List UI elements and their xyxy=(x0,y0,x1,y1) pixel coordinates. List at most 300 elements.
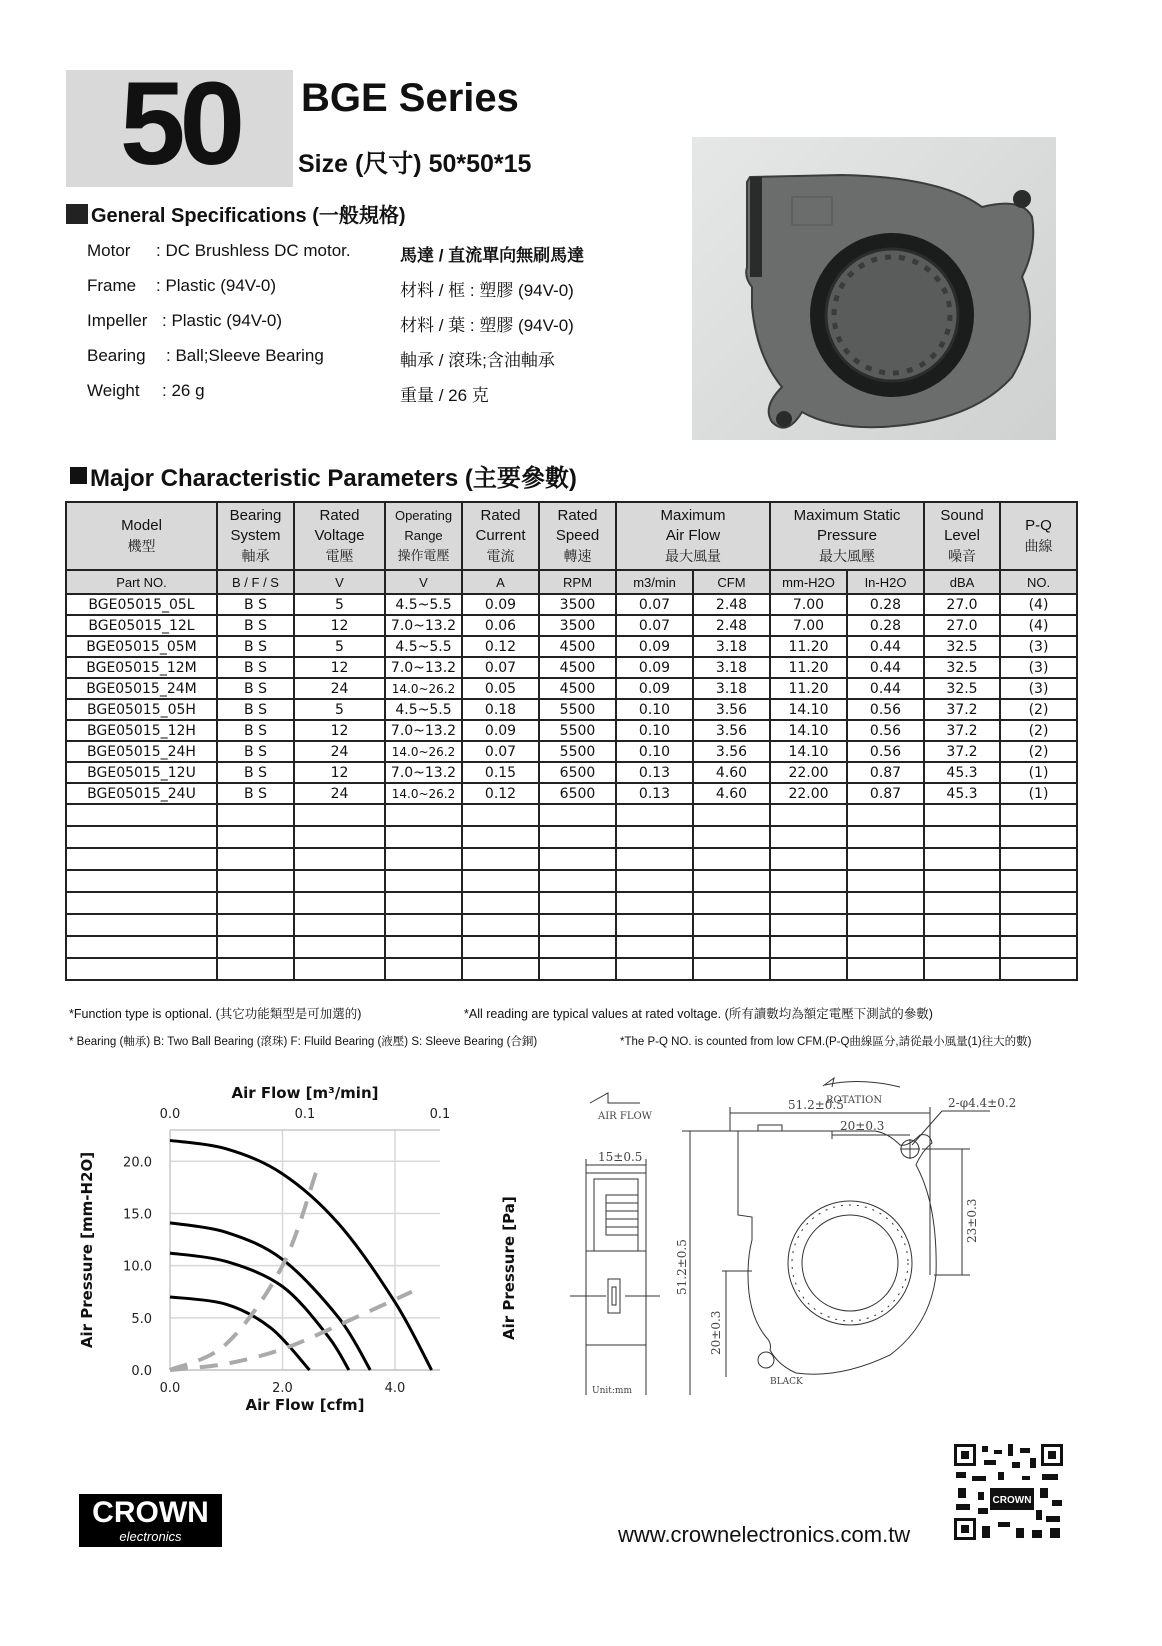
table-cell: 27.0 xyxy=(924,594,1000,615)
note-function: *Function type is optional. (其它功能類型是可加選的) xyxy=(69,1007,362,1021)
svg-text:2.0: 2.0 xyxy=(272,1381,293,1396)
unit-cell: RPM xyxy=(539,570,616,594)
table-cell: BGE05015_05H xyxy=(66,699,217,720)
table-cell: 4.60 xyxy=(693,762,770,783)
empty-cell xyxy=(462,892,539,914)
empty-cell xyxy=(693,914,770,936)
website-url[interactable]: www.crownelectronics.com.tw xyxy=(618,1522,911,1547)
table-cell: 3.56 xyxy=(693,720,770,741)
table-cell: 7.00 xyxy=(770,594,847,615)
empty-cell xyxy=(924,892,1000,914)
empty-cell xyxy=(294,870,385,892)
table-cell: 0.05 xyxy=(462,678,539,699)
table-cell: (3) xyxy=(1000,636,1077,657)
empty-cell xyxy=(539,848,616,870)
svg-text:20±0.3: 20±0.3 xyxy=(840,1119,885,1133)
empty-cell xyxy=(924,826,1000,848)
table-cell: 27.0 xyxy=(924,615,1000,636)
empty-cell xyxy=(1000,826,1077,848)
table-row xyxy=(66,741,1077,762)
empty-cell xyxy=(66,826,217,848)
table-cell: BGE05015_12U xyxy=(66,762,217,783)
table-cell: BGE05015_24M xyxy=(66,678,217,699)
table-cell: 0.09 xyxy=(616,636,693,657)
empty-cell xyxy=(539,958,616,980)
table-cell: 45.3 xyxy=(924,783,1000,804)
empty-cell xyxy=(924,936,1000,958)
svg-text:20.0: 20.0 xyxy=(123,1155,152,1171)
table-cell: 0.56 xyxy=(847,699,924,720)
table-cell: 7.00 xyxy=(770,615,847,636)
table-cell: 24 xyxy=(294,741,385,762)
table-cell: 14.0~26.2 xyxy=(385,783,462,804)
empty-cell xyxy=(462,870,539,892)
table-cell: 0.28 xyxy=(847,615,924,636)
table-cell: 0.56 xyxy=(847,741,924,762)
empty-cell xyxy=(924,870,1000,892)
table-cell: 3.56 xyxy=(693,699,770,720)
table-cell: 14.10 xyxy=(770,741,847,762)
note-bearing: * Bearing (軸承) B: Two Ball Bearing (滾珠) F: Fluild Bearing (液壓) S: Sleeve Bearing (合銅) xyxy=(69,1036,538,1048)
table-row xyxy=(66,678,1077,699)
empty-cell xyxy=(294,848,385,870)
empty-cell xyxy=(217,936,294,958)
empty-cell xyxy=(539,892,616,914)
table-cell: B S xyxy=(217,678,294,699)
empty-cell xyxy=(616,936,693,958)
empty-cell xyxy=(217,958,294,980)
empty-cell xyxy=(217,848,294,870)
table-cell: 0.07 xyxy=(616,594,693,615)
table-cell: (4) xyxy=(1000,594,1077,615)
empty-cell xyxy=(539,804,616,826)
table-cell: B S xyxy=(217,657,294,678)
table-cell: 5 xyxy=(294,636,385,657)
airflow-label: AIR FLOW xyxy=(598,1111,652,1122)
empty-cell xyxy=(462,958,539,980)
square-bullet-icon xyxy=(66,204,88,224)
table-cell: 7.0~13.2 xyxy=(385,615,462,636)
table-cell: B S xyxy=(217,615,294,636)
empty-cell xyxy=(924,914,1000,936)
table-cell: 14.0~26.2 xyxy=(385,678,462,699)
table-cell: 5 xyxy=(294,594,385,615)
table-cell: BGE05015_24U xyxy=(66,783,217,804)
empty-cell xyxy=(385,826,462,848)
table-cell: 4.5~5.5 xyxy=(385,636,462,657)
svg-text:51.2±0.5: 51.2±0.5 xyxy=(675,1239,689,1295)
table-cell: 2.48 xyxy=(693,594,770,615)
table-cell: (4) xyxy=(1000,615,1077,636)
spec-value: : Plastic (94V-0) xyxy=(156,276,276,295)
table-cell: 24 xyxy=(294,678,385,699)
table-cell: 32.5 xyxy=(924,657,1000,678)
table-cell: 4500 xyxy=(539,678,616,699)
table-cell: B S xyxy=(217,720,294,741)
empty-cell xyxy=(770,848,847,870)
empty-cell xyxy=(770,870,847,892)
empty-table-row xyxy=(66,848,1077,870)
empty-table-row xyxy=(66,870,1077,892)
general-specs-heading xyxy=(66,199,406,228)
empty-cell xyxy=(1000,936,1077,958)
table-cell: (2) xyxy=(1000,741,1077,762)
table-row xyxy=(66,699,1077,720)
col-pq: P-Q 曲線 xyxy=(1000,502,1077,570)
table-cell: 3.18 xyxy=(693,636,770,657)
empty-cell xyxy=(770,804,847,826)
empty-cell xyxy=(294,804,385,826)
unit-cell: Part NO. xyxy=(66,570,217,594)
empty-cell xyxy=(1000,914,1077,936)
empty-table-row xyxy=(66,914,1077,936)
empty-cell xyxy=(616,914,693,936)
svg-text:5.0: 5.0 xyxy=(131,1311,152,1327)
table-cell: BGE05015_12H xyxy=(66,720,217,741)
table-cell: 0.07 xyxy=(462,657,539,678)
empty-cell xyxy=(385,958,462,980)
unit-cell: V xyxy=(385,570,462,594)
table-cell: 37.2 xyxy=(924,741,1000,762)
col-bearing: Bearing System 軸承 xyxy=(217,502,294,570)
spec-zh-bearing: 軸承 / 滾珠;含油軸承 xyxy=(400,351,555,370)
table-cell: 0.56 xyxy=(847,720,924,741)
table-cell: 12 xyxy=(294,615,385,636)
header-row xyxy=(66,502,1077,570)
empty-cell xyxy=(616,804,693,826)
pa-axis-label: Air Pressure [Pa] xyxy=(500,1196,518,1340)
table-cell: 4.5~5.5 xyxy=(385,699,462,720)
table-cell: 5500 xyxy=(539,720,616,741)
empty-cell xyxy=(693,870,770,892)
table-cell: 0.06 xyxy=(462,615,539,636)
pq-curve xyxy=(170,1140,432,1370)
square-bullet-icon xyxy=(70,467,87,484)
svg-text:0.1: 0.1 xyxy=(294,1107,316,1122)
empty-cell xyxy=(847,804,924,826)
logo-main-text: CROWN xyxy=(92,1496,209,1529)
empty-cell xyxy=(217,804,294,826)
empty-cell xyxy=(693,958,770,980)
table-cell: 4.5~5.5 xyxy=(385,594,462,615)
empty-cell xyxy=(294,958,385,980)
qr-code-icon xyxy=(952,1442,1065,1542)
table-cell: B S xyxy=(217,783,294,804)
spec-label: Bearing xyxy=(87,346,146,365)
empty-cell xyxy=(616,870,693,892)
empty-cell xyxy=(385,804,462,826)
empty-cell xyxy=(539,936,616,958)
table-cell: 0.10 xyxy=(616,741,693,762)
empty-cell xyxy=(217,826,294,848)
size-number: 50 xyxy=(119,58,240,190)
table-cell: 32.5 xyxy=(924,636,1000,657)
empty-cell xyxy=(217,870,294,892)
spec-value: : Plastic (94V-0) xyxy=(162,311,282,330)
col-speed: Rated Speed 轉速 xyxy=(539,502,616,570)
spec-row-frame xyxy=(87,276,396,296)
table-cell: (2) xyxy=(1000,720,1077,741)
product-photo xyxy=(692,137,1056,440)
empty-cell xyxy=(693,936,770,958)
table-cell: 3.18 xyxy=(693,657,770,678)
empty-cell xyxy=(924,958,1000,980)
empty-cell xyxy=(539,870,616,892)
empty-cell xyxy=(294,892,385,914)
table-cell: 11.20 xyxy=(770,678,847,699)
empty-cell xyxy=(616,958,693,980)
table-cell: 0.28 xyxy=(847,594,924,615)
table-cell: (2) xyxy=(1000,699,1077,720)
table-cell: 0.12 xyxy=(462,636,539,657)
unit-cell: m3/min xyxy=(616,570,693,594)
empty-cell xyxy=(924,804,1000,826)
blower-fan-image xyxy=(692,137,1056,440)
empty-cell xyxy=(616,826,693,848)
size-line: Size (尺寸) 50*50*15 xyxy=(298,150,532,178)
empty-cell xyxy=(462,936,539,958)
svg-text:15.0: 15.0 xyxy=(123,1207,152,1223)
svg-text:23±0.3: 23±0.3 xyxy=(965,1198,979,1243)
table-cell: B S xyxy=(217,762,294,783)
empty-cell xyxy=(770,914,847,936)
empty-cell xyxy=(66,936,217,958)
table-cell: 4500 xyxy=(539,636,616,657)
spec-zh-weight: 重量 / 26 克 xyxy=(400,386,489,405)
empty-cell xyxy=(385,870,462,892)
table-cell: B S xyxy=(217,699,294,720)
note-reading: *All reading are typical values at rated voltage. (所有讀數均為額定電壓下測試的參數) xyxy=(464,1007,933,1021)
empty-cell xyxy=(385,936,462,958)
table-cell: 2.48 xyxy=(693,615,770,636)
empty-cell xyxy=(1000,958,1077,980)
table-cell: 0.09 xyxy=(462,594,539,615)
svg-text:0.0: 0.0 xyxy=(159,1381,181,1396)
table-row xyxy=(66,636,1077,657)
table-row xyxy=(66,615,1077,636)
table-cell: 0.87 xyxy=(847,762,924,783)
table-cell: 4500 xyxy=(539,657,616,678)
table-cell: 0.09 xyxy=(462,720,539,741)
empty-table-row xyxy=(66,936,1077,958)
table-cell: 0.44 xyxy=(847,657,924,678)
units-row xyxy=(66,570,1077,594)
empty-cell xyxy=(539,914,616,936)
unit-cell: dBA xyxy=(924,570,1000,594)
table-cell: (1) xyxy=(1000,762,1077,783)
empty-cell xyxy=(924,848,1000,870)
table-row xyxy=(66,783,1077,804)
table-cell: B S xyxy=(217,636,294,657)
table-row xyxy=(66,657,1077,678)
empty-cell xyxy=(1000,892,1077,914)
unit-cell: CFM xyxy=(693,570,770,594)
table-cell: 0.15 xyxy=(462,762,539,783)
table-cell: 11.20 xyxy=(770,657,847,678)
table-cell: 0.44 xyxy=(847,678,924,699)
empty-table-row xyxy=(66,804,1077,826)
empty-table-row xyxy=(66,958,1077,980)
col-sound: Sound Level 噪音 xyxy=(924,502,1000,570)
empty-cell xyxy=(847,826,924,848)
table-cell: 11.20 xyxy=(770,636,847,657)
spec-value: : Ball;Sleeve Bearing xyxy=(166,346,324,365)
empty-cell xyxy=(462,848,539,870)
svg-text:2-φ4.4±0.2: 2-φ4.4±0.2 xyxy=(948,1096,1017,1110)
table-cell: 12 xyxy=(294,720,385,741)
empty-cell xyxy=(217,914,294,936)
table-cell: 7.0~13.2 xyxy=(385,657,462,678)
spec-label: Weight xyxy=(87,381,140,400)
empty-cell xyxy=(66,892,217,914)
empty-cell xyxy=(770,826,847,848)
params-heading xyxy=(70,458,577,493)
col-airflow: Maximum Air Flow 最大風量 xyxy=(616,502,770,570)
empty-table-row xyxy=(66,826,1077,848)
table-cell: 0.07 xyxy=(462,741,539,762)
empty-cell xyxy=(66,848,217,870)
table-cell: 24 xyxy=(294,783,385,804)
empty-cell xyxy=(1000,804,1077,826)
svg-text:Air Flow [cfm]: Air Flow [cfm] xyxy=(245,1396,365,1414)
qr-code[interactable] xyxy=(952,1442,1065,1542)
spec-row-weight xyxy=(87,381,402,401)
empty-cell xyxy=(616,892,693,914)
spec-row-impeller xyxy=(87,311,402,331)
table-cell: 7.0~13.2 xyxy=(385,720,462,741)
empty-cell xyxy=(294,936,385,958)
params-table xyxy=(65,501,1078,981)
empty-cell xyxy=(66,914,217,936)
pq-chart xyxy=(70,1070,470,1430)
table-row xyxy=(66,594,1077,615)
pq-curve xyxy=(170,1223,370,1370)
empty-cell xyxy=(847,914,924,936)
spec-zh-motor: 馬達 / 直流單向無刷馬達 xyxy=(400,246,585,265)
empty-cell xyxy=(462,826,539,848)
empty-cell xyxy=(616,848,693,870)
spec-label: Motor xyxy=(87,241,131,260)
svg-text:15±0.5: 15±0.5 xyxy=(598,1150,643,1164)
table-cell: 0.10 xyxy=(616,720,693,741)
empty-cell xyxy=(217,892,294,914)
table-cell: 12 xyxy=(294,762,385,783)
table-cell: 22.00 xyxy=(770,762,847,783)
table-cell: 0.12 xyxy=(462,783,539,804)
spec-zh-frame: 材料 / 框 : 塑膠 (94V-0) xyxy=(400,281,574,300)
table-cell: 37.2 xyxy=(924,699,1000,720)
table-cell: B S xyxy=(217,741,294,762)
unit-cell: A xyxy=(462,570,539,594)
empty-table-row xyxy=(66,892,1077,914)
table-cell: 0.87 xyxy=(847,783,924,804)
table-cell: B S xyxy=(217,594,294,615)
pq-curve xyxy=(170,1253,349,1370)
note-pq: *The P-Q NO. is counted from low CFM.(P-Q曲線區分,請從最小風量(1)往大的數) xyxy=(620,1036,1032,1048)
table-cell: 0.13 xyxy=(616,783,693,804)
table-cell: 14.10 xyxy=(770,699,847,720)
spec-zh-impeller: 材料 / 葉 : 塑膠 (94V-0) xyxy=(400,316,574,335)
table-cell: 14.0~26.2 xyxy=(385,741,462,762)
svg-text:CROWN: CROWN xyxy=(992,1495,1032,1506)
col-current: Rated Current 電流 xyxy=(462,502,539,570)
table-cell: 0.09 xyxy=(616,678,693,699)
empty-cell xyxy=(847,848,924,870)
spec-row-bearing xyxy=(87,346,406,366)
table-cell: BGE05015_12M xyxy=(66,657,217,678)
empty-cell xyxy=(770,936,847,958)
empty-cell xyxy=(539,826,616,848)
empty-cell xyxy=(770,892,847,914)
table-cell: 14.10 xyxy=(770,720,847,741)
empty-cell xyxy=(1000,870,1077,892)
svg-text:4.0: 4.0 xyxy=(384,1381,406,1396)
svg-text:0.1: 0.1 xyxy=(429,1107,451,1122)
spec-value: : DC Brushless DC motor. xyxy=(156,241,351,260)
spec-row-motor xyxy=(87,241,396,261)
unit-cell: NO. xyxy=(1000,570,1077,594)
table-cell: 12 xyxy=(294,657,385,678)
col-pressure: Maximum Static Pressure 最大風壓 xyxy=(770,502,924,570)
table-cell: 3.56 xyxy=(693,741,770,762)
crown-logo xyxy=(79,1494,222,1547)
table-cell: 5500 xyxy=(539,699,616,720)
table-cell: 6500 xyxy=(539,783,616,804)
table-cell: 5 xyxy=(294,699,385,720)
col-range: Operating Range 操作電壓 xyxy=(385,502,462,570)
table-cell: 7.0~13.2 xyxy=(385,762,462,783)
table-cell: 0.07 xyxy=(616,615,693,636)
empty-cell xyxy=(66,958,217,980)
svg-text:51.2±0.5: 51.2±0.5 xyxy=(788,1098,844,1112)
table-cell: (1) xyxy=(1000,783,1077,804)
svg-text:0.0: 0.0 xyxy=(159,1107,181,1122)
empty-cell xyxy=(462,804,539,826)
svg-text:Unit:mm: Unit:mm xyxy=(592,1386,632,1395)
empty-cell xyxy=(385,914,462,936)
svg-text:BLACK: BLACK xyxy=(770,1377,803,1387)
empty-cell xyxy=(66,804,217,826)
empty-cell xyxy=(294,826,385,848)
table-cell: 0.44 xyxy=(847,636,924,657)
table-row xyxy=(66,720,1077,741)
table-cell: 3.18 xyxy=(693,678,770,699)
params-title: Major Characteristic Parameters (主要參數) xyxy=(90,465,577,492)
table-body xyxy=(66,594,1077,980)
unit-cell: mm-H2O xyxy=(770,570,847,594)
svg-text:0.0: 0.0 xyxy=(131,1364,152,1379)
table-cell: 6500 xyxy=(539,762,616,783)
empty-cell xyxy=(462,914,539,936)
empty-cell xyxy=(693,826,770,848)
unit-cell: V xyxy=(294,570,385,594)
table-cell: 3500 xyxy=(539,594,616,615)
empty-cell xyxy=(693,892,770,914)
spec-value: : 26 g xyxy=(162,381,205,400)
spec-label: Frame xyxy=(87,276,137,295)
dimension-drawing-svg xyxy=(570,1075,1060,1395)
table-cell: 37.2 xyxy=(924,720,1000,741)
pq-chart-svg xyxy=(70,1070,490,1430)
general-specs-title: General Specifications (一般規格) xyxy=(91,205,406,227)
empty-cell xyxy=(847,936,924,958)
table-cell: BGE05015_24H xyxy=(66,741,217,762)
empty-cell xyxy=(66,870,217,892)
svg-text:ROTATION: ROTATION xyxy=(826,1095,883,1106)
svg-text:10.0: 10.0 xyxy=(123,1259,152,1275)
table-cell: 3500 xyxy=(539,615,616,636)
empty-cell xyxy=(385,892,462,914)
